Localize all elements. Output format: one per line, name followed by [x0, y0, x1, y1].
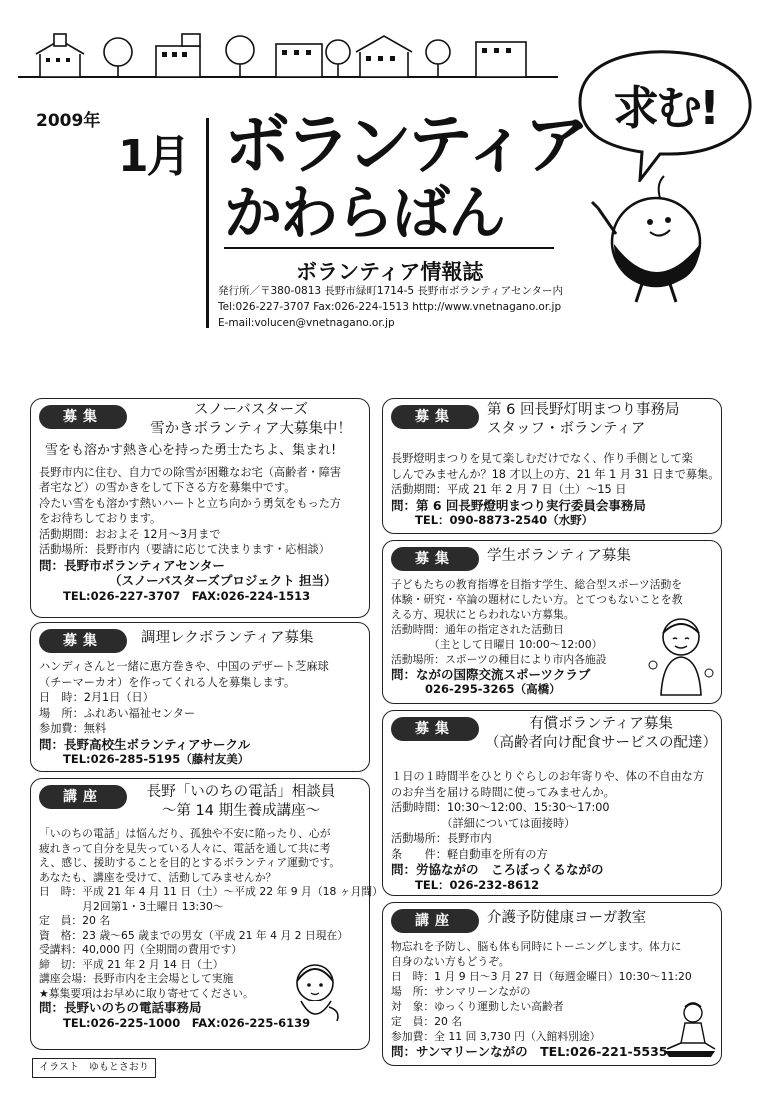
card-contact: 問：長野市ボランティアセンター	[39, 557, 225, 573]
card-contact: 問：労協ながの ころぼっくるながの	[391, 862, 604, 877]
card-tag: 募集	[39, 629, 127, 653]
card-tel: TEL：090-8873-2540（水野）	[415, 513, 594, 527]
mascot-illustration	[590, 172, 714, 306]
card-student-volunteer	[382, 540, 722, 704]
card-body: 物忘れを予防し、脳も体も同時にトーニングします。体力に 自身のない方もどうぞ。 日 時：1 月 9 日～3 月 27 日（毎週金曜日）10:30～11:20 場 所：サンマリーンながの 対 象：ゆっくり運動したい高齢者 定 員：20 名 参加費：全 11 回 3,730 円（入館料別途） 問：サンマリーンながの TEL:026-221-5535	[391, 939, 715, 1059]
bubble-text: 求む!	[613, 81, 717, 135]
card-body: 子どもたちの教育指導を目指す学生、総合型スポーツ活動を 体験・研究・卒論の題材にしたい方。とてつもないことを教 える方、現状にとらわれない方募集。 活動時間：通年の指定された活動日 （主として日曜日 10:00～12:00） 活動場所：スポーツの種目により市内各施設 問：ながの国際交流スポーツクラブ 026-295-3265（高橋）	[391, 577, 715, 697]
card-body: ハンディさんと一緒に恵方巻きや、中国のデザート芝麻球 （チーマーカオ）を作ってくれる人を募集します。 日 時：2月1日（日） 場 所：ふれあい福祉センター 参加費：無料 問：長野高校生ボランティアサークル TEL:026-285-5195（藤村友美）	[39, 659, 363, 768]
card-tag: 募集	[391, 717, 479, 741]
illustration-credit: イラスト ゆもとさおり	[32, 1058, 156, 1078]
masthead-title-line2: かわらばん	[224, 179, 505, 247]
card-tel: TEL:026-285-5195（藤村友美）	[63, 752, 250, 766]
card-contact: 問：第 6 回長野燈明まつり実行委員会事務局	[391, 497, 646, 513]
issue-month: 1月	[118, 131, 189, 182]
card-paid-volunteer	[382, 710, 722, 896]
issue-year: 2009年	[36, 111, 101, 131]
card-contact: 問：長野いのちの電話事務局	[39, 1000, 202, 1015]
card-inochi-phone	[30, 778, 383, 1050]
card-tel: TEL:026-225-1000 FAX:026-225-6139	[63, 1015, 311, 1030]
card-tomyo-festival	[382, 398, 722, 534]
card-tag: 募集	[391, 405, 479, 429]
card-cooking-rec	[30, 622, 370, 772]
card-body: １日の１時間半をひとりぐらしのお年寄りや、体の不自由な方 のお弁当を届ける時間に使ってみませんか。 活動時間：10:30～12:00、15:30～17:00 （詳細については面接時） 活動場所：長野市内 条 件：軽自動車を所有の方 問：労協ながの ころぼっくるながの TEL：026-232-8612	[391, 769, 715, 893]
card-title: 第 6 回長野灯明まつり事務局 スタッフ・ボランティア	[487, 402, 680, 437]
card-contact: 問：サンマリーンながの TEL:026-221-5535	[391, 1044, 668, 1059]
card-tel: TEL:026-227-3707 FAX:026-224-1513	[63, 588, 311, 603]
card-title: 調理レクボランティア募集	[141, 630, 314, 646]
masthead-title-line1: ボランティア	[224, 106, 585, 183]
yoga-woman-illustration	[661, 999, 719, 1059]
card-title: 長野「いのちの電話」相談員 ～第 14 期生養成講座～	[146, 784, 336, 819]
card-body: 「いのちの電話」は悩んだり、孤独や不安に陥ったり、心が 疲れきって自分を見失っている人々に、電話を通して共に考 え、感じ、援助することを目的とするボランティア運動です。 あなたも、講座を受けて、活動してみませんか？ 日 時：平成 21 年 4 月 11 日（土）～平成 22 年 9 月（18 ヶ月間） 月2回第1・3土曜日 13:30～ 定 員：20 名 資 格：23 歳～65 歳までの男女（平成 21 年 4 月 2 日現在） 受講料：40,000 円（全期間の費用です） 締 切：平成 21 年 2 月 14 日（土） 講座会場：長野市内を主会場として実施 ★募集要項はお早めに取り寄せてください。 問：長野いのちの電話事務局 TEL:026-225-1000 FAX:026-225-6139	[39, 827, 383, 1030]
publisher-contact: Tel:026-227-3707 Fax:026-224-1513 http://www.vnetnagano.or.jp	[218, 301, 562, 313]
town-skyline-illustration	[18, 22, 558, 80]
card-snow-busters	[30, 398, 370, 618]
card-tag: 募集	[391, 547, 479, 571]
teacher-illustration	[645, 611, 717, 697]
card-body: 雪をも溶かす熱き心を持った勇士たちよ、集まれ! 長野市内に住む、自力での除雪が困難なお宅（高齢者・障害 者宅など）の雪かきをして下さる方を募集中です。 冷たい雪をも溶かす熱いハートと立ち向かう勇気をもった方 をお待ちしております。 活動期間：おおよそ 12月～3月まで 活動場所：長野市内（要請に応じて決まります・応相談） 問：長野市ボランティアセンター （スノーバスターズプロジェクト 担当） TEL:026-227-3707 FAX:026-224-1513	[39, 443, 363, 604]
masthead-subtitle: ボランティア情報誌	[296, 260, 484, 284]
card-yoga-class	[382, 902, 722, 1066]
card-tag: 講座	[391, 909, 479, 933]
card-contact: 問：長野高校生ボランティアサークル	[39, 736, 251, 752]
masthead-underline	[224, 247, 554, 249]
card-tel: TEL：026-232-8612	[415, 877, 540, 892]
card-body: 長野燈明まつりを見て楽しむだけでなく、作り手側として楽 しんでみませんか？18 才以上の方、21 年 1 月 31 日まで募集。 活動期間：平成 21 年 2 月 7 日（土）～15 日 問：第 6 回長野燈明まつり実行委員会事務局 TEL：090-8873-2540（水野）	[391, 452, 720, 527]
publisher-address: 発行所／〒380-0813 長野市緑町1714-5 長野市ボランティアセンター内	[218, 285, 564, 297]
card-tag: 講座	[39, 785, 127, 809]
header-divider	[206, 118, 209, 328]
card-title: スノーバスターズ 雪かきボランティア大募集中！	[150, 402, 352, 437]
card-tel: 026-295-3265（高橋）	[425, 682, 561, 696]
card-title: 学生ボランティア募集	[487, 548, 631, 564]
card-title: 有償ボランティア募集 （高齢者向け配食サービスの配達）	[485, 716, 717, 751]
card-contact: 問：ながの国際交流スポーツクラブ	[391, 667, 591, 682]
card-title: 介護予防健康ヨーガ教室	[487, 910, 647, 926]
publisher-info	[218, 283, 563, 331]
publisher-email: E-mail:volucen@vnetnagano.or.jp	[218, 317, 395, 329]
girl-illustration	[283, 957, 347, 1027]
card-tag: 募集	[39, 405, 127, 429]
